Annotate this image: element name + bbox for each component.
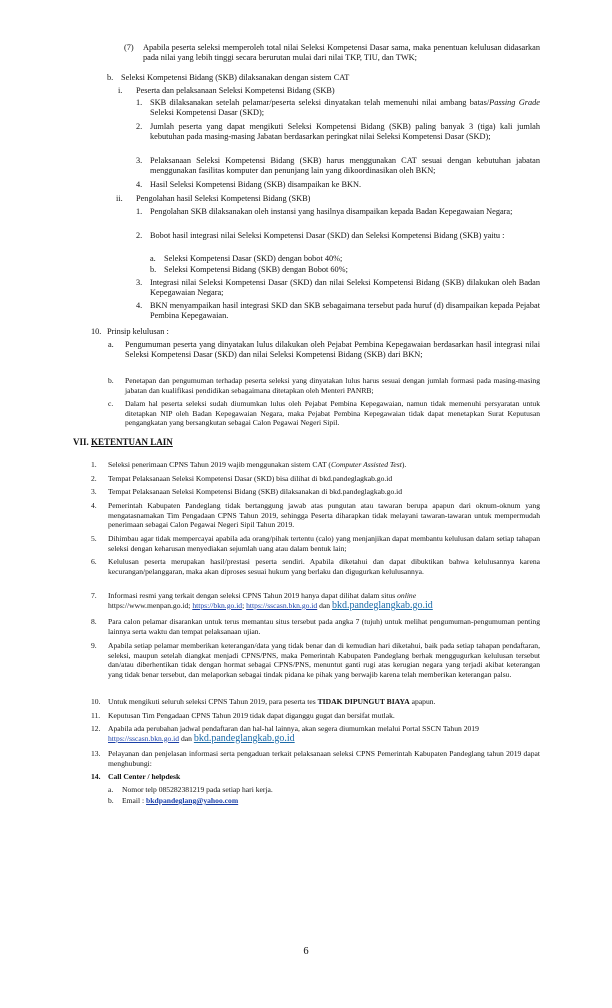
item-number: 1. — [136, 98, 143, 107]
paragraph-k3: Tempat Pelaksanaan Seleksi Kompetensi Bidang (SKB) dilaksanakan di bkd.pandeglagkab.go.id — [108, 487, 403, 496]
item-number: 7. — [91, 591, 97, 600]
item-letter: a. — [108, 340, 114, 349]
paragraph-grad-a: Pengumuman peserta yang dinyatakan lulus dilakukan oleh Pejabat Pembina Kepegawaian berdasarkan hasil integrasi nilai Seleksi Kompetensi Dasar (SKD) dan nilai Seleksi Kompetensi Bidang (SKB) dari BKN; — [125, 340, 540, 360]
item-number: 3. — [136, 278, 143, 287]
item-letter: b. — [108, 796, 114, 805]
paragraph-k9: Apabila setiap pelamar memberikan keterangan/data yang tidak benar dan di kemudian hari diketahui, baik pada setiap tahapan pendaftaran, seleksi, maupun setelah diangkat menjadi CPNS/PNS, maka Pemerintah Kabupaten Pandeglang berhak menggugurkan kelulusan tersebut dan/atau diberhentikan tidak dengan hormat sebagai CPNS/PNS, menuntut ganti rugi atas kerugian negara yang terjadi akibat keterangan yang tidak benar tersebut, dan melaporkan sebagai tindak pidana ke pihak yang berwajib karena telah memberikan keterangan palsu. — [108, 641, 540, 680]
email-line: Email : bkdpandeglang@yahoo.com — [122, 796, 239, 805]
paragraph-proc-2: Bobot hasil integrasi nilai Seleksi Kompetensi Dasar (SKD) dan Seleksi Kompetensi Bidang (SKB) yaitu : — [150, 231, 505, 240]
paragraph-k7: Informasi resmi yang terkait dengan seleksi CPNS Tahun 2019 hanya dapat dilihat dalam situs online https://www.menpan.go.id; https://bkn.go.id; https://sscasn.bkn.go.id dan bkd.pandeglangkab.go.id — [108, 591, 433, 611]
paragraph-proc-4: BKN menyampaikan hasil integrasi SKD dan SKB sebagaimana tersebut pada huruf (d) disampaikan kepada Pejabat Pembina Kepegawaian. — [150, 301, 540, 321]
item-number: 4. — [136, 180, 143, 189]
item-letter: a. — [150, 254, 156, 263]
paragraph-weight-skb: Seleksi Kompetensi Bidang (SKB) dengan Bobot 60%; — [164, 265, 348, 274]
paragraph-k11: Keputusan Tim Pengadaan CPNS Tahun 2019 tidak dapat diganggu gugat dan bersifat mutlak. — [108, 711, 395, 720]
item-number: 6. — [91, 557, 97, 566]
paragraph-k12: Apabila ada perubahan jadwal pendaftaran dan hal-hal lainnya, akan segera diumumkan melalui Portal SSCN Tahun 2019 https://sscasn.bkn.go.id dan bkd.pandeglangkab.go.id — [108, 724, 479, 744]
paragraph-grad-c: Dalam hal peserta seleksi sudah diumumkan lulus oleh Pejabat Pembina Kepegawaian, namun tidak memenuhi persyaratan untuk ditetapkan NIP oleh Badan Kepegawaian Negara, maka Pejabat Pembina Kepegawaian tidak dapat menetapkan Surat Keputusan pengangkatan yang bersangkutan sebagai Calon Pegawai Negeri Sipil. — [125, 399, 540, 428]
item-letter: b. — [150, 265, 157, 274]
item-roman: i. — [118, 86, 123, 95]
item-number: 1. — [136, 207, 143, 216]
paragraph-proc-3: Integrasi nilai Seleksi Kompetensi Dasar (SKD) dan nilai Seleksi Kompetensi Bidang (SKB) dilakukan oleh Badan Kepegawaian Negara; — [150, 278, 540, 298]
paragraph-proc-1: Pengolahan SKB dilaksanakan oleh instansi yang hasilnya disampaikan kepada Badan Kepegawaian Negara; — [150, 207, 513, 216]
paragraph-skb-processing: Pengolahan hasil Seleksi Kompetensi Bidang (SKB) — [136, 194, 311, 203]
paragraph-skb-cat: Seleksi Kompetensi Bidang (SKB) dilaksanakan dengan sistem CAT — [121, 73, 350, 82]
paragraph-graduation-principle: Prinsip kelulusan : — [107, 327, 169, 336]
item-number: 2. — [136, 122, 143, 131]
paragraph-k2: Tempat Pelaksanaan Seleksi Kompetensi Dasar (SKD) bisa dilihat di bkd.pandeglagkab.go.id — [108, 474, 393, 483]
item-letter: c. — [108, 399, 114, 408]
item-number: 11. — [91, 711, 101, 720]
item-number: 8. — [91, 617, 97, 626]
item-number: 10. — [91, 327, 102, 336]
paragraph-tie-rule: Apabila peserta seleksi memperoleh total nilai Seleksi Kompetensi Dasar sama, maka penentuan kelulusan didasarkan pada nilai yang lebih tinggi secara berurutan mulai dari nilai TKP, TIU, dan TWK; — [143, 43, 540, 63]
paragraph-skb-participants: Peserta dan pelaksanaan Seleksi Kompetensi Bidang (SKB) — [136, 86, 335, 95]
bkd-link[interactable]: bkd.pandeglangkab.go.id — [331, 599, 433, 611]
paragraph-skb-1: SKB dilaksanakan setelah pelamar/peserta seleksi dinyatakan telah memenuhi nilai ambang batas/Passing Grade Seleksi Kompetensi Dasar (SKD); — [150, 98, 540, 118]
item-number: 13. — [91, 749, 101, 758]
paragraph-k4: Pemerintah Kabupaten Pandeglang tidak bertanggung jawab atas pungutan atau tawaran berupa apapun dari oknum-oknum yang mengatasnamakan Tim Pengadaan CPNS Tahun 2019, sehingga Peserta diharapkan tidak melayani tawaran-tawaran untuk mempermudah penerimaan sebagai Calon Pegawai Negeri Sipil Tahun 2019. — [108, 501, 540, 530]
phone-number: Nomor telp 085282381219 pada setiap hari kerja. — [122, 785, 273, 794]
item-number: 1. — [91, 460, 97, 469]
paragraph-k8: Para calon pelamar disarankan untuk terus memantau situs tersebut pada angka 7 (tujuh) untuk melihat pengumuman-pengumuman penting lainnya serta waktu dan tempat pelaksanaan ujian. — [108, 617, 540, 636]
sscasn-link[interactable]: https://sscasn.bkn.go.id — [246, 600, 318, 610]
paragraph-k5: Dihimbau agar tidak mempercayai apabila ada orang/pihak tertentu (calo) yang menjanjikan dapat membantu kelulusan dalam setiap tahapan seleksi dengan keharusan menyediakan sejumlah uang atau dalam bentuk lain; — [108, 534, 540, 553]
item-number: 5. — [91, 534, 97, 543]
item-letter: b. — [107, 73, 114, 82]
item-letter: b. — [108, 376, 114, 385]
item-number: 2. — [136, 231, 143, 240]
paragraph-k10: Untuk mengikuti seluruh seleksi CPNS Tahun 2019, para peserta tes TIDAK DIPUNGUT BIAYA apapun. — [108, 697, 436, 706]
item-number: 14. — [91, 772, 101, 781]
call-center-heading: Call Center / helpdesk — [108, 772, 181, 781]
item-number: 10. — [91, 697, 101, 706]
bkn-link[interactable]: https://bkn.go.id — [192, 600, 243, 610]
sscasn-link[interactable]: https://sscasn.bkn.go.id — [108, 733, 180, 743]
paragraph-weight-skd: Seleksi Kompetensi Dasar (SKD) dengan bobot 40%; — [164, 254, 343, 263]
section-heading: VII. KETENTUAN LAIN — [73, 437, 173, 447]
item-letter: a. — [108, 785, 114, 794]
item-number: 2. — [91, 474, 97, 483]
item-roman: ii. — [116, 194, 123, 203]
item-number: 4. — [91, 501, 97, 510]
paragraph-k6: Kelulusan peserta merupakan hasil/prestasi peserta sendiri. Apabila diketahui dan dapat dibuktikan bahwa kelulusannya karena kecurangan/pelanggaran, maka akan diproses sesuai hukum yang berlaku dan digugurkan kelulusannya. — [108, 557, 540, 576]
paragraph-k1: Seleksi penerimaan CPNS Tahun 2019 wajib menggunakan sistem CAT (Computer Assisted Test). — [108, 460, 407, 469]
paragraph-k13: Pelayanan dan penjelasan informasi serta pengaduan terkait pelaksanaan seleksi CPNS Pemerintah Kabupaten Pandeglang tahun 2019 dapat menghubungi: — [108, 749, 540, 768]
paragraph-grad-b: Penetapan dan pengumuman terhadap peserta seleksi yang dinyatakan lulus harus sesuai dengan jumlah formasi pada masing-masing jabatan dan kualifikasi pendidikan sebagaimana ditetapkan oleh Menteri PANRB; — [125, 376, 540, 395]
paragraph-skb-2: Jumlah peserta yang dapat mengikuti Seleksi Kompetensi Bidang (SKB) paling banyak 3 (tiga) kali jumlah kebutuhan pada masing-masing Jabatan berdasarkan peringkat nilai Seleksi Kompetensi Dasar (SKD); — [150, 122, 540, 142]
paragraph-skb-3: Pelaksanaan Seleksi Kompetensi Bidang (SKB) harus menggunakan CAT sesuai dengan kebutuhan jabatan menggunakan fasilitas komputer dan penunjang lain yang dikoordinasikan oleh BKN; — [150, 156, 540, 176]
item-number: 4. — [136, 301, 143, 310]
item-number: 12. — [91, 724, 101, 733]
paragraph-skb-4: Hasil Seleksi Kompetensi Bidang (SKB) disampaikan ke BKN. — [150, 180, 362, 189]
item-number: 3. — [136, 156, 143, 165]
bkd-link[interactable]: bkd.pandeglangkab.go.id — [193, 732, 295, 744]
email-link[interactable]: bkdpandeglang@yahoo.com — [146, 796, 239, 805]
item-number: (7) — [124, 43, 134, 52]
item-number: 3. — [91, 487, 97, 496]
item-number: 9. — [91, 641, 97, 650]
page-number: 6 — [303, 946, 309, 957]
